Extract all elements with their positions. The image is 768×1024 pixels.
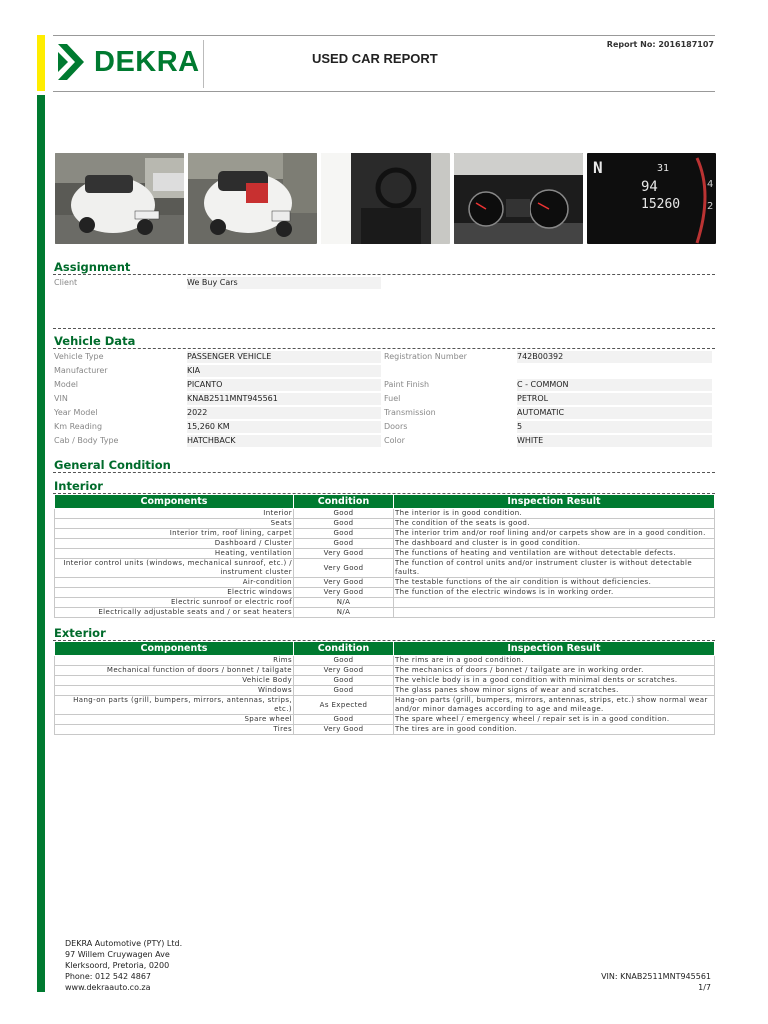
vehicle-data-row [54, 393, 381, 405]
condition-cell: Good [294, 656, 394, 666]
svg-text:2: 2 [707, 201, 714, 212]
inspection-result-cell: The testable functions of the air condition is without deficiencies. [394, 578, 715, 588]
inspection-result-cell: The condition of the seats is good. [394, 519, 715, 529]
component-cell: Electric windows [55, 588, 294, 598]
vehicle-data-label: Manufacturer [54, 366, 108, 375]
inspection-result-cell: Hang-on parts (grill, bumpers, mirrors, antennas, strips, etc.) show normal wear and/or minor damages according to age and mileage. [394, 696, 715, 715]
table-row [55, 578, 715, 588]
exterior-condition-table [54, 641, 715, 735]
condition-cell: Very Good [294, 559, 394, 578]
vehicle-data-row [384, 393, 712, 405]
inspection-result-cell: The interior trim and/or roof lining and/or carpets show are in a good condition. [394, 529, 715, 539]
vehicle-data-value: HATCHBACK [187, 436, 236, 445]
inspection-result-cell: The vehicle body is in a good condition with minimal dents or scratches. [394, 676, 715, 686]
condition-cell: Good [294, 686, 394, 696]
logo-text: DEKRA [94, 45, 200, 78]
table-row [55, 686, 715, 696]
table-row [55, 715, 715, 725]
section-title-interior: Interior [54, 479, 103, 493]
vehicle-data-row [54, 407, 381, 419]
component-cell: Interior trim, roof lining, carpet [55, 529, 294, 539]
vehicle-data-label: Registration Number [384, 352, 467, 361]
condition-cell: Good [294, 519, 394, 529]
vehicle-data-row [384, 435, 712, 447]
vehicle-data-row [384, 379, 712, 391]
client-label: Client [54, 278, 78, 287]
component-cell: Vehicle Body [55, 676, 294, 686]
vehicle-data-row [384, 351, 712, 363]
table-row [55, 519, 715, 529]
inspection-result-cell: The spare wheel / emergency wheel / repair set is in a good condition. [394, 715, 715, 725]
report-title: USED CAR REPORT [312, 51, 438, 66]
interior-condition-table [54, 494, 715, 618]
table-row [55, 598, 715, 608]
vehicle-data-label: Model [54, 380, 79, 389]
condition-cell: Good [294, 509, 394, 519]
vehicle-data-row [54, 365, 381, 377]
component-cell: Electric sunroof or electric roof [55, 598, 294, 608]
table-row [55, 666, 715, 676]
component-cell: Windows [55, 686, 294, 696]
footer-address-line-1: 97 Willem Cruywagen Ave [65, 950, 170, 959]
table-row [55, 676, 715, 686]
table-row [55, 656, 715, 666]
component-cell: Mechanical function of doors / bonnet / tailgate [55, 666, 294, 676]
dekra-logo [56, 44, 200, 80]
vehicle-data-value: 742B00392 [517, 352, 564, 361]
vehicle-data-row [384, 365, 712, 377]
inspection-result-cell: The function of the electric windows is in working order. [394, 588, 715, 598]
inspection-result-cell: The interior is in good condition. [394, 509, 715, 519]
report-number: Report No: 2016187107 [606, 40, 714, 49]
inspection-result-cell: The functions of heating and ventilation are without detectable defects. [394, 549, 715, 559]
condition-cell: Good [294, 529, 394, 539]
footer-company-info [65, 938, 182, 993]
section-title-assignment: Assignment [54, 260, 131, 274]
inspection-result-cell [394, 608, 715, 618]
vehicle-data-row [54, 435, 381, 447]
svg-text:N: N [593, 158, 603, 177]
column-header-inspection-result: Inspection Result [394, 495, 715, 509]
condition-cell: Good [294, 676, 394, 686]
table-row [55, 588, 715, 598]
inspection-result-cell: The mechanics of doors / bonnet / tailgate are in working order. [394, 666, 715, 676]
vehicle-data-label: Cab / Body Type [54, 436, 119, 445]
footer-website[interactable]: www.dekraauto.co.za [65, 983, 151, 992]
dekra-logo-icon [56, 44, 86, 80]
vehicle-data-label: Paint Finish [384, 380, 430, 389]
client-value: We Buy Cars [187, 278, 238, 287]
header-divider-top [53, 35, 715, 36]
section-title-vehicle-data: Vehicle Data [54, 334, 136, 348]
section-divider [53, 328, 715, 329]
condition-cell: Very Good [294, 588, 394, 598]
condition-cell: Good [294, 539, 394, 549]
car-rear-photo[interactable] [188, 153, 317, 244]
table-row [55, 549, 715, 559]
inspection-result-cell: The glass panes show minor signs of wear and scratches. [394, 686, 715, 696]
vehicle-data-value: 5 [517, 422, 523, 431]
vehicle-data-value: 15,260 KM [187, 422, 230, 431]
section-divider [53, 274, 715, 275]
column-header-condition: Condition [294, 495, 394, 509]
component-cell: Rims [55, 656, 294, 666]
condition-cell: Very Good [294, 666, 394, 676]
table-row [55, 608, 715, 618]
table-row [55, 696, 715, 715]
column-header-condition: Condition [294, 642, 394, 656]
table-row [55, 539, 715, 549]
car-front-photo[interactable] [55, 153, 184, 244]
vehicle-data-label: Color [384, 436, 405, 445]
odometer-photo[interactable] [587, 153, 716, 244]
inspection-result-cell: The dashboard and cluster is in good condition. [394, 539, 715, 549]
vehicle-data-label: Transmission [384, 408, 436, 417]
brand-stripe-green [37, 95, 45, 992]
component-cell: Electrically adjustable seats and / or seat heaters [55, 608, 294, 618]
footer-address-line-2: Klerksoord, Pretoria, 0200 [65, 961, 170, 970]
component-cell: Hang-on parts (grill, bumpers, mirrors, antennas, strips, etc.) [55, 696, 294, 715]
component-cell: Dashboard / Cluster [55, 539, 294, 549]
table-row [55, 559, 715, 578]
inspection-result-cell: The tires are in good condition. [394, 725, 715, 735]
vehicle-data-value: KIA [187, 366, 201, 375]
inspection-result-cell [394, 598, 715, 608]
inspection-result-cell: The function of control units and/or instrument cluster is without detectable faults. [394, 559, 715, 578]
section-divider [53, 472, 715, 473]
vehicle-data-value: PASSENGER VEHICLE [187, 352, 272, 361]
footer-company: DEKRA Automotive (PTY) Ltd. [65, 939, 183, 948]
inspection-result-cell: The rims are in a good condition. [394, 656, 715, 666]
vehicle-data-label: Doors [384, 422, 408, 431]
condition-cell: Very Good [294, 725, 394, 735]
condition-cell: Very Good [294, 549, 394, 559]
table-row [55, 725, 715, 735]
table-row [55, 529, 715, 539]
vehicle-data-row [384, 407, 712, 419]
vehicle-data-value: C - COMMON [517, 380, 569, 389]
condition-cell: N/A [294, 608, 394, 618]
car-interior-photo[interactable] [321, 153, 450, 244]
condition-cell: Good [294, 715, 394, 725]
vehicle-data-row [54, 351, 381, 363]
vehicle-data-value: WHITE [517, 436, 544, 445]
component-cell: Heating, ventilation [55, 549, 294, 559]
table-row [55, 509, 715, 519]
section-title-exterior: Exterior [54, 626, 106, 640]
footer-phone: Phone: 012 542 4867 [65, 972, 152, 981]
column-header-components: Components [55, 495, 294, 509]
svg-text:31: 31 [657, 163, 670, 174]
vehicle-data-value: PICANTO [187, 380, 223, 389]
vehicle-data-row [54, 379, 381, 391]
brand-stripe-yellow [37, 35, 45, 91]
column-header-inspection-result: Inspection Result [394, 642, 715, 656]
component-cell: Air-condition [55, 578, 294, 588]
instrument-cluster-photo[interactable] [454, 153, 583, 244]
component-cell: Spare wheel [55, 715, 294, 725]
footer-page-info [601, 971, 711, 993]
component-cell: Tires [55, 725, 294, 735]
logo-separator [203, 40, 204, 88]
header-divider-bottom [53, 91, 715, 92]
assignment-client-row [54, 277, 381, 289]
svg-text:94: 94 [641, 179, 658, 195]
vehicle-data-row [384, 421, 712, 433]
vehicle-photo-strip [55, 153, 716, 244]
footer-page-number: 1/7 [698, 983, 711, 992]
vehicle-data-value: AUTOMATIC [517, 408, 565, 417]
vehicle-data-label: Km Reading [54, 422, 103, 431]
svg-text:4: 4 [707, 179, 714, 190]
condition-cell: Very Good [294, 578, 394, 588]
component-cell: Interior control units (windows, mechanical sunroof, etc.) / instrument cluster [55, 559, 294, 578]
component-cell: Interior [55, 509, 294, 519]
component-cell: Seats [55, 519, 294, 529]
svg-text:15260: 15260 [641, 197, 681, 212]
section-title-general-condition: General Condition [54, 458, 171, 472]
vehicle-data-label: VIN [54, 394, 68, 403]
vehicle-data-value: KNAB2511MNT945561 [187, 394, 278, 403]
condition-cell: N/A [294, 598, 394, 608]
footer-vin: VIN: KNAB2511MNT945561 [601, 972, 711, 981]
section-divider [53, 348, 715, 349]
column-header-components: Components [55, 642, 294, 656]
vehicle-data-label: Fuel [384, 394, 401, 403]
vehicle-data-row [54, 421, 381, 433]
vehicle-data-value: PETROL [517, 394, 549, 403]
vehicle-data-label: Vehicle Type [54, 352, 104, 361]
vehicle-data-value: 2022 [187, 408, 208, 417]
vehicle-data-label: Year Model [54, 408, 98, 417]
condition-cell: As Expected [294, 696, 394, 715]
